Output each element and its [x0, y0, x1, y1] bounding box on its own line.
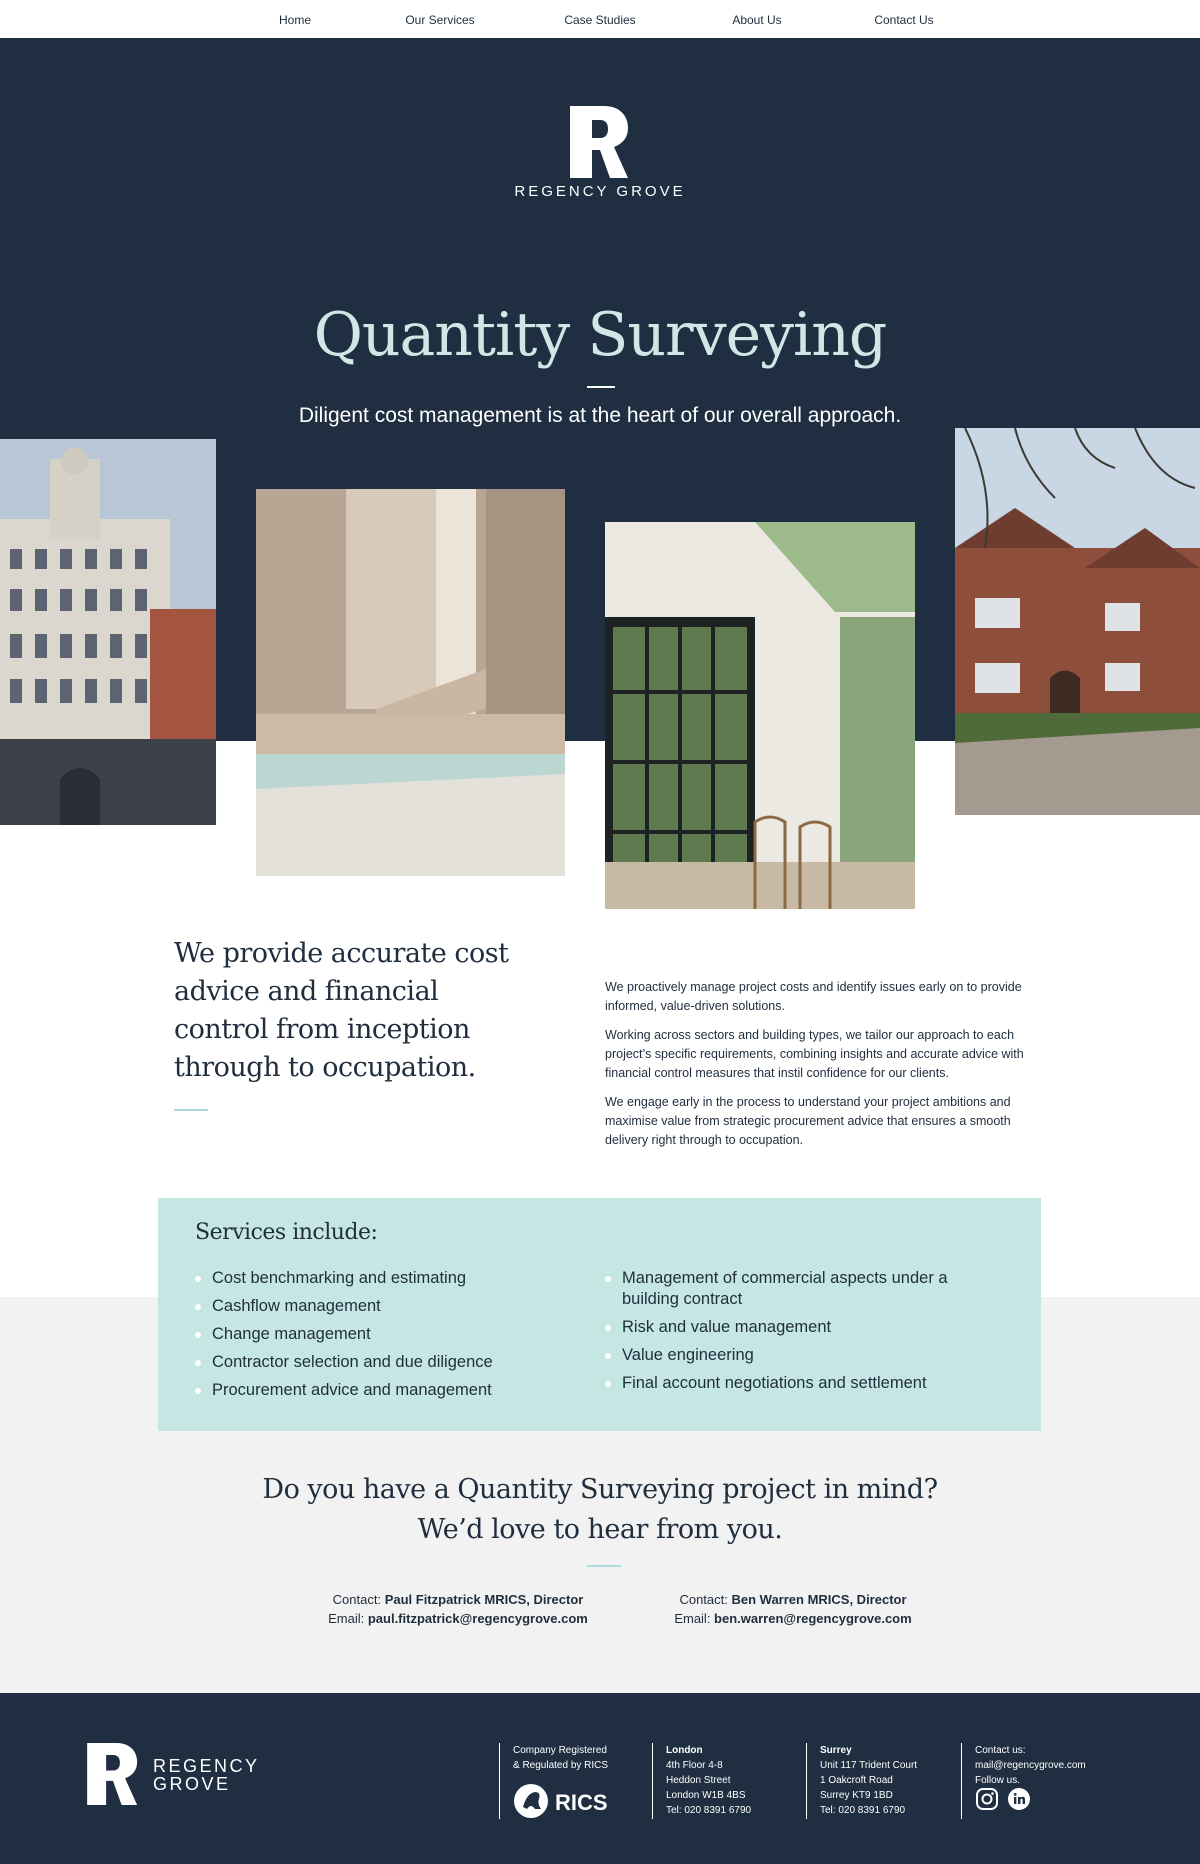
email-label: Email:: [328, 1611, 368, 1626]
nav-our-services[interactable]: Our Services: [405, 13, 475, 27]
address-line: Surrey KT9 1BD: [820, 1790, 893, 1801]
instagram-icon[interactable]: [975, 1787, 999, 1811]
contact-name: Ben Warren MRICS, Director: [731, 1592, 907, 1607]
nav-about-us[interactable]: About Us: [732, 13, 782, 27]
services-list-left: [195, 1268, 595, 1408]
intro-paragraph: Working across sectors and building types, we tailor our approach to each project’s specific requirements, combining insights and accurate advice with financial control measures that instil confidence for our clients.: [605, 1028, 1024, 1080]
intro-lead: We provide accurate cost advice and financial control from inception through to occupation.: [174, 938, 509, 1083]
cta-line-2: We’d love to hear from you.: [417, 1514, 783, 1545]
list-item: Contractor selection and due diligence: [195, 1352, 595, 1373]
photo-brick-manor: [955, 428, 1200, 815]
list-item: Management of commercial aspects under a building contract: [605, 1268, 1005, 1310]
nav-contact-us[interactable]: Contact Us: [874, 13, 934, 27]
email-label: Email:: [674, 1611, 715, 1626]
services-panel: [158, 1198, 1041, 1431]
services-list-right: [605, 1268, 1005, 1401]
brand-name: REGENCY GROVE: [514, 183, 686, 200]
cta-line-1: Do you have a Quantity Surveying project in mind?: [262, 1474, 938, 1505]
footer-brand-line-2: GROVE: [153, 1774, 231, 1794]
regency-grove-logo-mark[interactable]: [570, 106, 630, 178]
list-item: Final account negotiations and settlement: [605, 1373, 1005, 1394]
footer-brand-line-1: REGENCY: [153, 1756, 260, 1776]
london-heading: London: [666, 1745, 703, 1756]
list-item: Procurement advice and management: [195, 1380, 595, 1401]
cta-heading: [0, 1470, 1200, 1550]
services-heading: Services include:: [195, 1220, 378, 1245]
footer-email-link[interactable]: mail@regencygrove.com: [975, 1760, 1086, 1771]
intro-paragraph: We engage early in the process to understand your project ambitions and maximise value from strategic procurement advice that ensures a smooth delivery right through to occupation.: [605, 1095, 1011, 1147]
contact-name: Paul Fitzpatrick MRICS, Director: [384, 1592, 584, 1607]
nav-home[interactable]: Home: [278, 13, 312, 27]
title-divider: [587, 386, 615, 388]
london-phone[interactable]: Tel: 020 8391 6790: [666, 1805, 752, 1816]
list-item: Cost benchmarking and estimating: [195, 1268, 595, 1289]
top-nav: [0, 0, 1200, 38]
contact-us-label: Contact us:: [975, 1745, 1026, 1756]
social-links: [975, 1787, 1031, 1811]
cta-divider: [587, 1565, 621, 1567]
footer-surrey-address: [806, 1743, 956, 1819]
list-item: Change management: [195, 1324, 595, 1345]
photo-classic-building: [0, 439, 216, 825]
address-line: 4th Floor 4-8: [666, 1760, 723, 1771]
contact-email-link[interactable]: ben.warren@regencygrove.com: [714, 1611, 912, 1626]
list-item: Value engineering: [605, 1345, 1005, 1366]
contact-label: Contact:: [679, 1592, 732, 1607]
contact-label: Contact:: [332, 1592, 385, 1607]
photo-pool-interior: [256, 489, 565, 876]
footer-rics-column: [499, 1743, 639, 1819]
contact-email-link[interactable]: paul.fitzpatrick@regencygrove.com: [367, 1611, 588, 1626]
linkedin-icon[interactable]: [1007, 1787, 1031, 1811]
intro-divider: [174, 1109, 208, 1111]
contact-card-paul: [308, 1590, 608, 1628]
registered-line-2: & Regulated by RICS: [513, 1760, 609, 1771]
footer-london-address: [652, 1743, 792, 1819]
registered-line-1: Company Registered: [513, 1745, 607, 1756]
page-title: Quantity Surveying: [313, 300, 887, 370]
intro-paragraph: We proactively manage project costs and identify issues early on to provide informed, value-driven solutions.: [605, 980, 1022, 1013]
address-line: 1 Oakcroft Road: [820, 1775, 893, 1786]
contact-card-ben: [643, 1590, 943, 1628]
address-line: Heddon Street: [666, 1775, 731, 1786]
footer-logo-mark[interactable]: [87, 1743, 139, 1805]
photo-glass-extension: [605, 522, 915, 909]
surrey-heading: Surrey: [820, 1745, 852, 1756]
footer: [0, 1693, 1200, 1864]
nav-case-studies[interactable]: Case Studies: [564, 13, 636, 27]
footer-brand: [153, 1757, 260, 1793]
rics-label: RICS: [555, 1790, 608, 1815]
address-line: Unit 117 Trident Court: [820, 1760, 918, 1771]
intro-body: [605, 978, 1045, 1160]
list-item: Risk and value management: [605, 1317, 1005, 1338]
list-item: Cashflow management: [195, 1296, 595, 1317]
follow-us-label: Follow us.: [975, 1775, 1021, 1786]
address-line: London W1B 4BS: [666, 1790, 746, 1801]
footer-contact-column: [961, 1743, 1161, 1819]
surrey-phone[interactable]: Tel: 020 8391 6790: [820, 1805, 906, 1816]
rics-logo-icon: [513, 1783, 623, 1819]
page-subtitle: Diligent cost management is at the heart of our overall approach.: [298, 404, 902, 427]
